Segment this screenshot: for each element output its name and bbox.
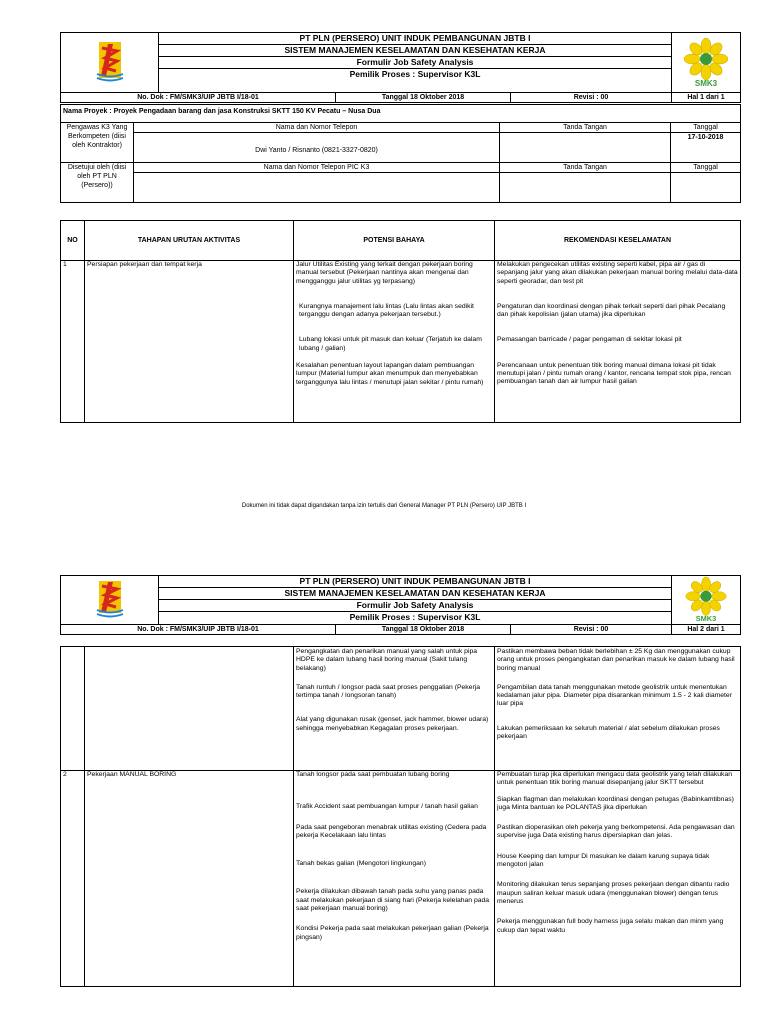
process-owner: Pemilik Proses : Supervisor K3L xyxy=(349,612,481,622)
company-name: PT PLN (PERSERO) UNIT INDUK PEMBANGUNAN JBTB I xyxy=(159,576,671,588)
recommendation-item: Siapkan flagman dan melakukan koordinasi dengan petugas (Babinkamtibnas) juga Minta bantuan ke POLANTAS jika diperlukan xyxy=(497,795,734,811)
hazard-item: Alat yang digunakan rusak (genset, jack hammer, blower udara) sehingga menyebabkan Kegagalan proses pekerjaan. xyxy=(296,716,489,732)
col-header-activity: TAHAPAN URUTAN AKTIVITAS xyxy=(85,221,294,261)
smk3-logo xyxy=(672,33,741,93)
system-name: SISTEM MANAJEMEN KESELAMATAN DAN KESEHATAN KERJA xyxy=(159,588,671,600)
table-row xyxy=(61,771,741,987)
row-number: 1 xyxy=(61,261,85,423)
signature-label: Tanda Tangan xyxy=(500,123,670,133)
recommendation-item: Pastikan membawa beban tidak berlebihan ± 25 Kg dan menggunakan cukup orang untuk proses pengangkatan dan penarikan masuk ke dalam lubang hasil boring manual xyxy=(497,648,735,672)
page-indicator: Hal 2 dari 1 xyxy=(672,625,741,635)
col-header-no: NO xyxy=(61,221,85,261)
table-row xyxy=(61,261,741,423)
page2-header xyxy=(60,575,741,635)
recommendation-item: Lakukan pemeriksaan ke seluruh material / alat sebelum dilakukan proses pekerjaan xyxy=(497,724,720,741)
hazard-item: Tanah longsor pada saat pembuatan lubang boring xyxy=(296,771,450,778)
doc-number: No. Dok : FM/SMK3/UIP JBTB I/18-01 xyxy=(61,625,336,635)
pln-logo xyxy=(61,576,159,625)
footer-note: Dokumen ini tidak dapat digandakan tanpa izin tertulis dari General Manager PT PLN (Persero) UIP JBTB I xyxy=(241,503,527,509)
recommendation-item: Melakukan pengecekan utilitas existing seperti kabel, pipa air / gas di sepanjang jalur yang akan dilakukan pekerjaan manual boring melalui data-data seperti georadar, dan test pit xyxy=(497,261,738,285)
supervisor-label: Pengawas K3 Yang Berkompeten (diisi oleh Kontraktor) xyxy=(61,123,134,163)
doc-revision: Revisi : 00 xyxy=(511,625,672,635)
recommendation-item: Pengaturan dan koordinasi dengan pihak terkait seperti dari pihak Pecalang dan pihak kepolisian (jalan utama) jika diperlukan xyxy=(497,302,726,319)
doc-date: Tanggal 18 Oktober 2018 xyxy=(336,93,511,103)
recommendation-item: Pemasangan barricade / pagar pengaman di sekitar lokasi pit xyxy=(497,336,682,344)
doc-date: Tanggal 18 Oktober 2018 xyxy=(336,625,511,635)
recommendation-item: Pengambilan data tanah menggunakan metode geolistrik untuk menentukan kedalaman jalur pipa. Diameter pipa disarankan minimum 1.5 - 2 kali diameter luar pipa xyxy=(497,683,732,708)
col-header-hazard: POTENSI BAHAYA xyxy=(294,221,495,261)
recommendation-item: House Keeping dan lumpur Di masukan ke dalam karung supaya tidak mengotori jalan xyxy=(497,852,710,869)
hazard-item: Trafik Accident saat pembuangan lumpur / tanah hasil galian xyxy=(296,803,478,811)
project-table xyxy=(60,104,741,203)
project-name-value: Proyek Pengadaan barang dan jasa Konstruksi SKTT 150 KV Pecatu – Nusa Dua xyxy=(113,108,381,115)
smk3-logo xyxy=(672,576,741,625)
name-phone-label: Nama dan Nomor Telepon xyxy=(134,123,499,133)
svg-text:SMK3: SMK3 xyxy=(694,78,718,87)
row-number xyxy=(61,647,85,771)
hazard-item: Tanah runtuh / longsor pada saat proses penggalian (Pekerja tertimpa tanah / longsoran tanah) xyxy=(296,683,481,700)
process-owner: Pemilik Proses : Supervisor K3L xyxy=(349,69,481,79)
doc-number: No. Dok : FM/SMK3/UIP JBTB I/18-01 xyxy=(61,93,336,103)
svg-text:SMK3: SMK3 xyxy=(695,614,717,622)
hazard-item: Lubang lokasi untuk pit masuk dan keluar (Terjatuh ke dalam lubang / galian) xyxy=(299,336,482,352)
hazard-item: Pengangkatan dan penarikan manual yang salah untuk pipa HDPE ke dalam lubang hasil boring manual (Sakit tulang belakang) xyxy=(296,648,478,672)
pic-label: Nama dan Nomor Telepon PIC K3 xyxy=(134,163,499,173)
recommendation-item: Pembuatan turap jika diperlukan mengacu data geolistrik yang telah dilakukan untuk penentuan titik boring manual disepanjang jalur SKTT tersebut xyxy=(497,771,733,787)
hazard-item: Kesalahan penentuan layout lapangan dalam pembuangan lumpur (Material lumpur akan menumpuk dan menyebabkan terganggunya lalu lintas / menutupi jalan sekitar / pintu rumah) xyxy=(296,362,484,386)
supervisor-value: Dwi Yanto / Risnanto (0821-3327-0820) xyxy=(255,147,378,154)
signature-label-2: Tanda Tangan xyxy=(500,163,670,173)
jsa-table-page2 xyxy=(60,646,741,987)
jsa-table-page1 xyxy=(60,220,741,423)
pln-logo xyxy=(61,33,159,93)
hazard-item: Pekerja dilakukan dibawah tanah pada suhu yang panas pada saat melakukan pekerjaan di siang hari (Pekerja kelelahan pada saat pekerjaan manual boring) xyxy=(296,888,490,913)
hazard-item: Pada saat pengeboran menabrak utilitas existing (Cedera pada pekerja Kecelakaan lalu lintas xyxy=(296,823,487,839)
row-activity: Persiapan pekerjaan dan tempat kerja xyxy=(85,261,294,423)
date-label: Tanggal xyxy=(671,123,740,133)
date-label-2: Tanggal xyxy=(671,163,740,173)
form-name: Formulir Job Safety Analysis xyxy=(159,57,671,69)
project-name-label: Nama Proyek : xyxy=(63,108,112,115)
system-name: SISTEM MANAJEMEN KESELAMATAN DAN KESEHATAN KERJA xyxy=(159,45,671,57)
recommendation-item: Monitoring dilakukan terus sepanjang proses pekerjaan dengan dibantu radio maupun saliran keluar masuk udara (menggunakan blower) dengan terus menerus xyxy=(497,881,730,905)
col-header-recommendation: REKOMENDASI KESELAMATAN xyxy=(495,221,741,261)
date-value: 17-10-2018 xyxy=(687,134,724,141)
hazard-item: Kurangnya manajement lalu lintas (Lalu lintas akan sedikit terganggu dengan adanya pekerjaan tersebut.) xyxy=(299,302,474,319)
signature-box[interactable] xyxy=(500,133,670,161)
recommendation-item: Pastikan dioperasikan oleh pekerja yang berkompetensi. Ada pengawasan dan supervise juga Data existing harus dipersiapkan dan jelas. xyxy=(497,824,735,840)
row-activity xyxy=(85,647,294,771)
page-indicator: Hal 1 dari 1 xyxy=(672,93,741,103)
approved-label: Disetujui oleh (diisi oleh PT PLN (Persero)) xyxy=(61,163,134,203)
hazard-item: Kondisi Pekerja pada saat melakukan pekerjaan galian (Pekerja pingsan) xyxy=(296,925,489,941)
hazard-item: Jalur Utilitas Existing yang terkait dengan pekerjaan boring manual tersebut (Pekerjaan nantinya akan mengenai dan mengganggu jalur utilitas yg terpasang) xyxy=(296,261,473,285)
recommendation-item: Perencanaan untuk penentuan titik boring manual dimana lokasi pit tidak menutupi jalan / pintu rumah orang / kantor, rencana tempat stok pipa, rencan pembuangan tanah dan air lumpur hasil galian xyxy=(497,361,731,386)
doc-revision: Revisi : 00 xyxy=(511,93,672,103)
table-row xyxy=(61,647,741,771)
page1-header xyxy=(60,32,741,103)
recommendation-item: Pekerja menggunakan full body harness juga selalu makan dan minm yang cukup dan tepat waktu xyxy=(497,918,724,934)
row-activity: Pekerjaan MANUAL BORING xyxy=(85,771,294,987)
hazard-item: Tanah bekas galian (Mengotori lingkungan) xyxy=(296,860,426,868)
row-number: 2 xyxy=(61,771,85,987)
form-name: Formulir Job Safety Analysis xyxy=(159,600,671,612)
company-name: PT PLN (PERSERO) UNIT INDUK PEMBANGUNAN JBTB I xyxy=(159,33,671,45)
